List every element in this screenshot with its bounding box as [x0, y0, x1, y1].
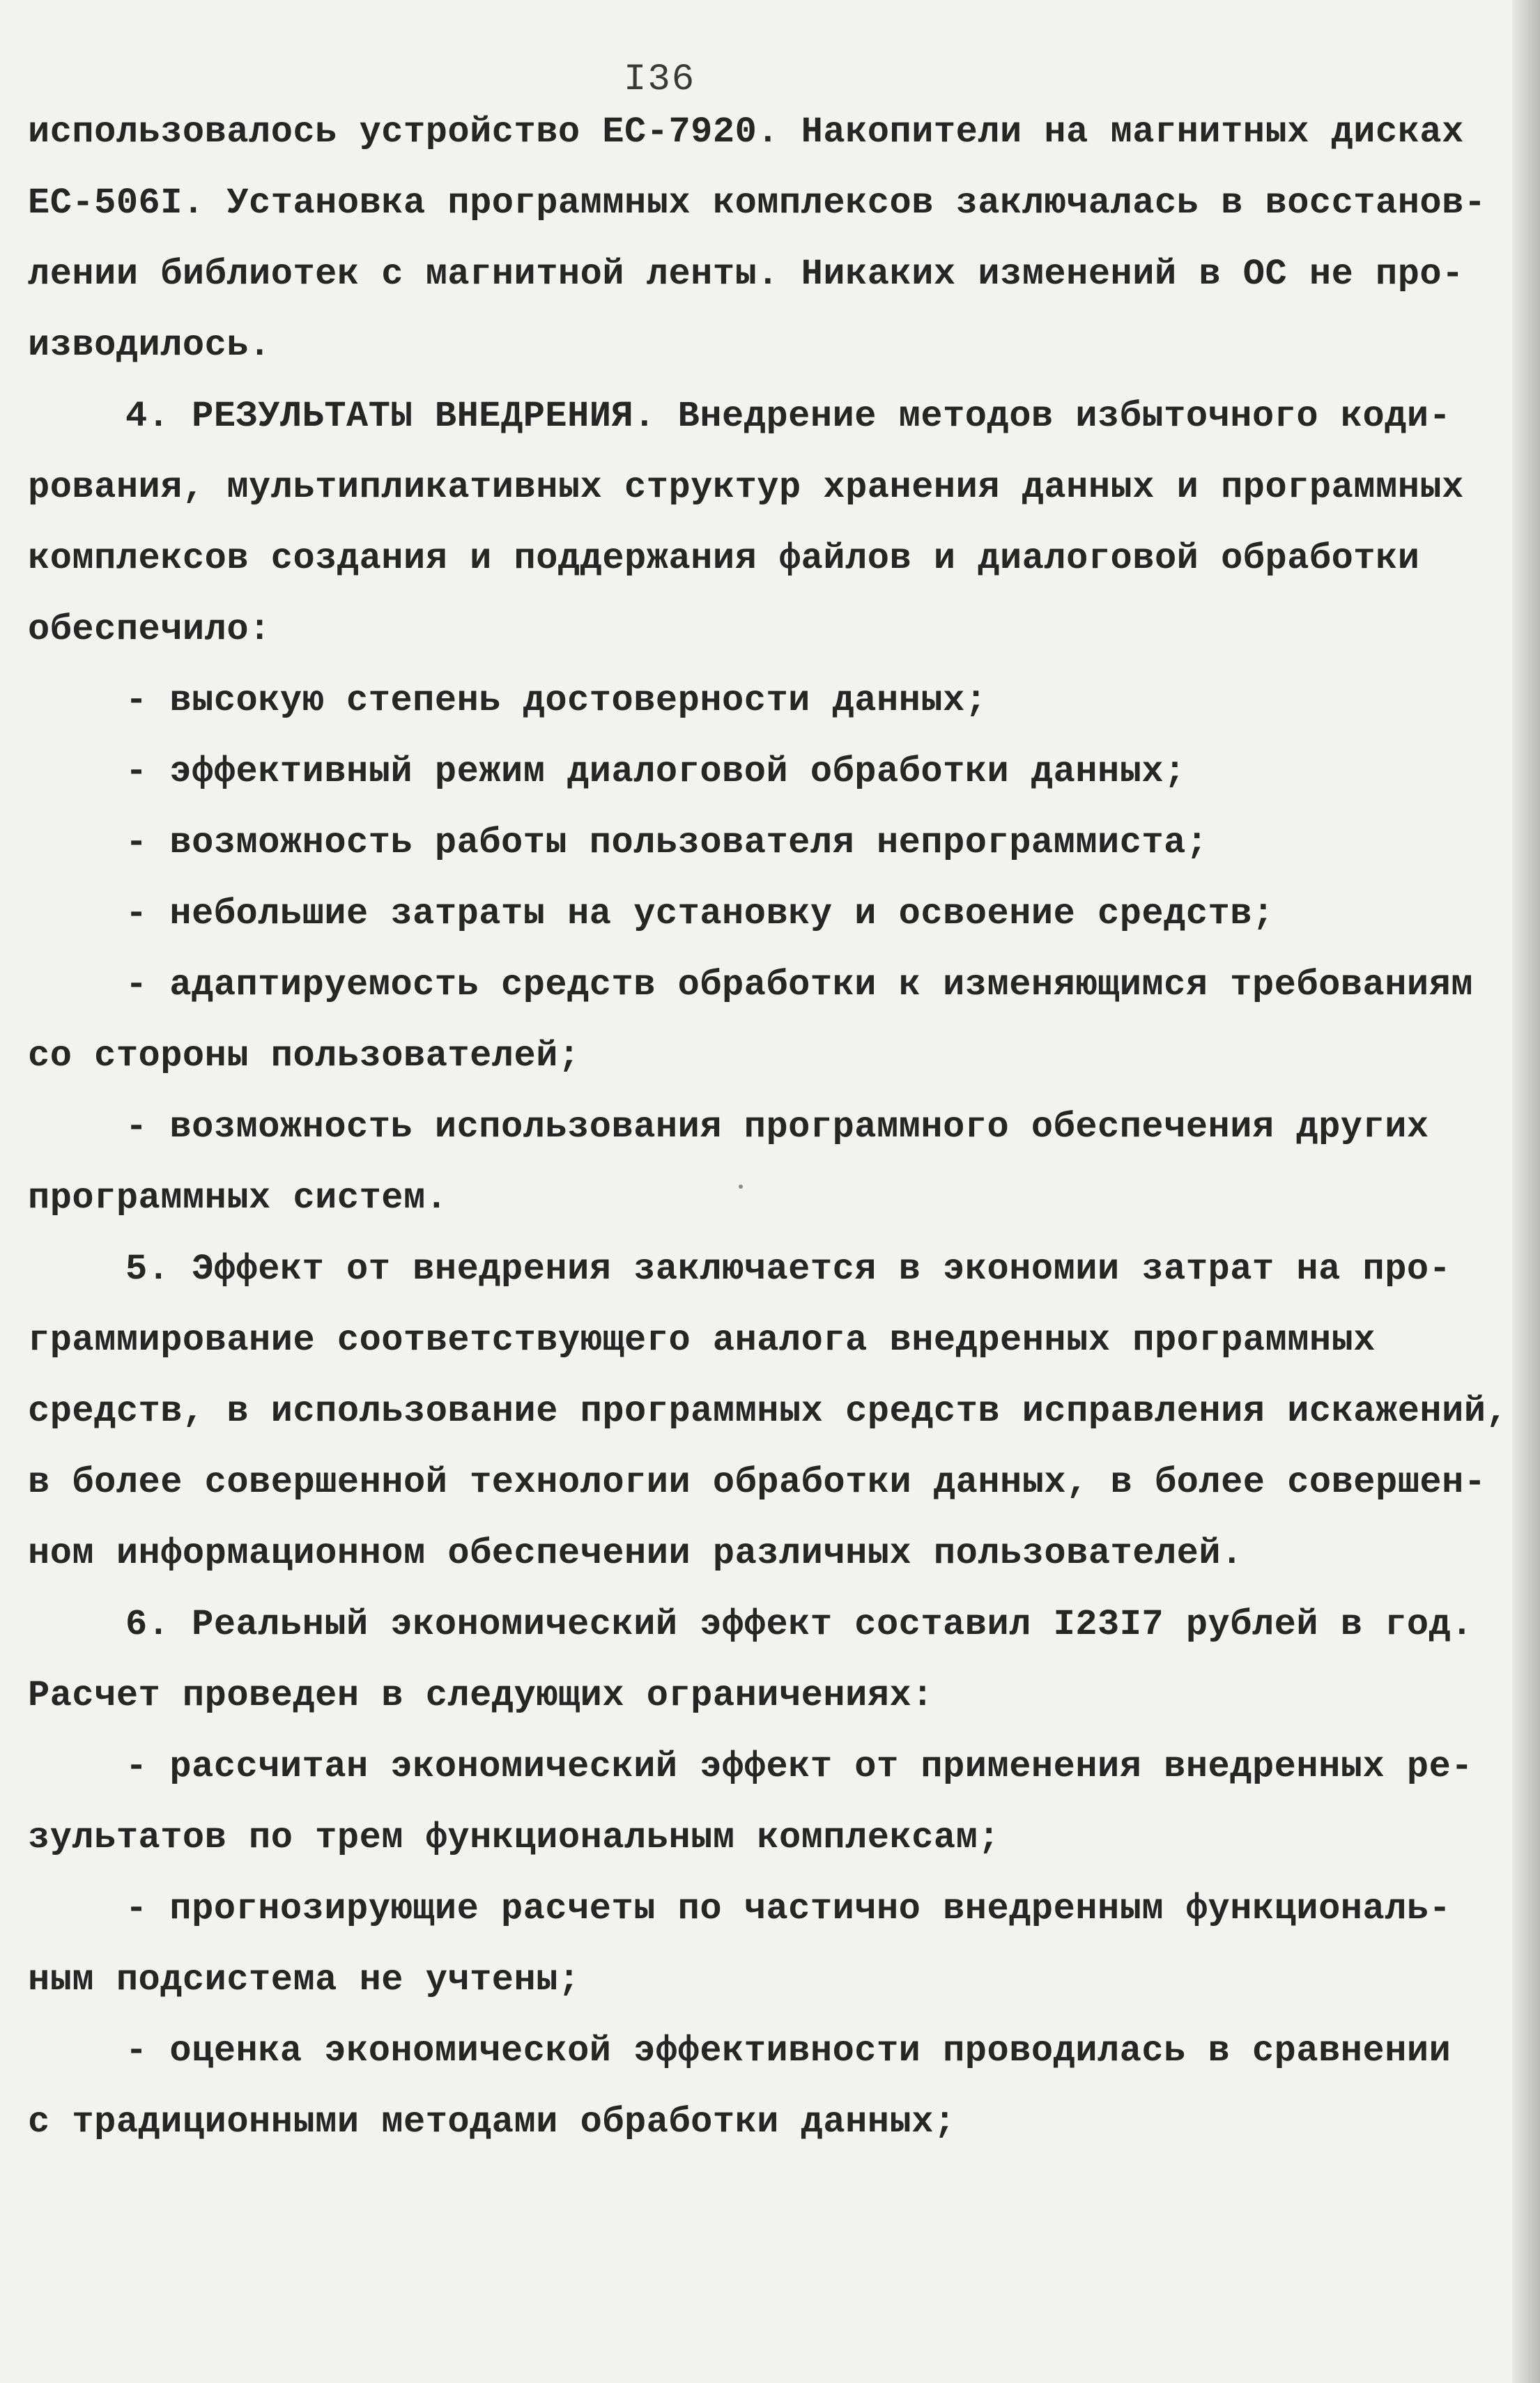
page-number: I36 [624, 59, 696, 101]
section-heading-line: 4. РЕЗУЛЬТАТЫ ВНЕДРЕНИЯ. Внедрение методов избыточного коди- [125, 396, 1452, 437]
text-line: лении библиотек с магнитной ленты. Никаких изменений в ОС не про- [28, 254, 1464, 295]
text-line: изводилось. [28, 325, 271, 366]
text-line: с традиционными методами обработки данных; [28, 2101, 956, 2143]
list-item: - эффективный режим диалоговой обработки данных; [125, 751, 1186, 792]
list-item: - возможность работы пользователя непрограммиста; [125, 822, 1208, 863]
paragraph-start: 5. Эффект от внедрения заключается в экономии затрат на про- [125, 1249, 1452, 1290]
text-line: ном информационном обеспечении различных пользователей. [28, 1533, 1243, 1574]
text-line: граммирование соответствующего аналога внедренных программных [28, 1320, 1376, 1361]
list-item: - возможность использования программного обеспечения других [125, 1106, 1429, 1148]
text-line: комплексов создания и поддержания файлов и диалоговой обработки [28, 538, 1420, 579]
list-item: - высокую степень достоверности данных; [125, 680, 987, 721]
list-item: - адаптируемость средств обработки к изменяющимся требованиям [125, 964, 1474, 1005]
text-line: зультатов по трем функциональным комплексам; [28, 1817, 1001, 1858]
text-line: программных систем. [28, 1178, 448, 1219]
list-item: - рассчитан экономический эффект от применения внедренных ре- [125, 1746, 1474, 1787]
text-line: в более совершенной технологии обработки данных, в более совершен- [28, 1462, 1486, 1503]
page-edge-shadow [1512, 0, 1540, 2383]
text-line: ЕС-506I. Установка программных комплексов заключалась в восстанов- [28, 183, 1486, 224]
list-item: - небольшие затраты на установку и освоение средств; [125, 893, 1275, 934]
scan-mark [739, 1185, 743, 1189]
list-item: - оценка экономической эффективности проводилась в сравнении [125, 2030, 1452, 2072]
text-line: рования, мультипликативных структур хранения данных и программных [28, 467, 1464, 508]
paragraph-start: 6. Реальный экономический эффект составил I23I7 рублей в год. [125, 1604, 1474, 1645]
text-line: использовалось устройство ЕС-7920. Накопители на магнитных дисках [28, 111, 1464, 153]
text-line: Расчет проведен в следующих ограничениях: [28, 1675, 934, 1716]
text-line: со стороны пользователей; [28, 1035, 580, 1077]
list-item: - прогнозирующие расчеты по частично внедренным функциональ- [125, 1888, 1452, 1929]
text-line: обеспечило: [28, 609, 271, 650]
text-line: средств, в использование программных средств исправления искажений, [28, 1391, 1509, 1432]
text-line: ным подсистема не учтены; [28, 1959, 580, 2000]
